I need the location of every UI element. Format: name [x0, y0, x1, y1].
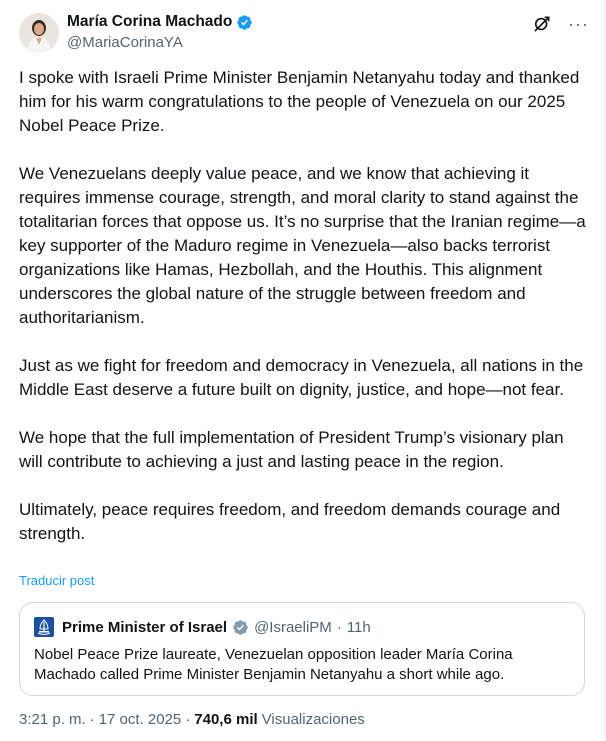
display-name-row — [67, 12, 253, 32]
israel-emblem-icon — [34, 617, 54, 637]
separator-dot: · — [336, 618, 342, 636]
tweet-paragraph: Just as we fight for freedom and democracy in Venezuela, all nations in the Middle East deserve a future built on dignity, justice, and hope—not fear. — [19, 356, 584, 399]
views-count[interactable]: 740,6 mil — [194, 711, 258, 728]
separator-dot: · — [89, 711, 95, 728]
grok-icon[interactable] — [532, 14, 552, 34]
tweet-text — [19, 66, 589, 546]
government-badge-icon — [232, 619, 249, 636]
profile-photo-icon — [19, 13, 59, 53]
quoted-tweet-header — [34, 617, 371, 637]
quoted-timestamp[interactable]: 11h — [346, 618, 371, 636]
tweet-metadata — [19, 711, 365, 728]
quoted-author-name[interactable]: Prime Minister of Israel — [62, 618, 228, 636]
tweet-paragraph: We hope that the full implementation of President Trump’s visionary plan will contribute to achieving a just and lasting peace in the region. — [19, 428, 564, 471]
author-handle[interactable]: @MariaCorinaYA — [67, 34, 183, 51]
more-options-icon[interactable]: ··· — [568, 14, 589, 34]
separator-dot: · — [185, 711, 191, 728]
quoted-author-handle[interactable]: @IsraeliPM — [254, 618, 332, 636]
author-names — [67, 12, 253, 51]
author-display-name[interactable]: María Corina Machado — [67, 13, 233, 30]
header-actions — [532, 14, 589, 34]
post-date[interactable]: 17 oct. 2025 — [98, 711, 182, 728]
quoted-tweet-text: Nobel Peace Prize laureate, Venezuelan opposition leader María Corina Machado called Prime Minister Benjamin Netanyahu a short while ago. — [34, 646, 513, 683]
tweet-paragraph: We Venezuelans deeply value peace, and we know that achieving it requires immense courage, strength, and moral clarity to stand against the totalitarian forces that oppose us. It’s no surprise that the Iranian regime—a key supporter of the Maduro regime in Venezuela—also backs terrorist organizations like Hamas, Hezbollah, and the Houthis. This alignment underscores the global nature of the struggle between freedom and authoritarianism. — [19, 164, 586, 327]
quoted-tweet[interactable] — [19, 602, 585, 696]
views-label: Visualizaciones — [261, 711, 365, 728]
verified-badge-icon — [236, 14, 253, 31]
translate-post-link[interactable]: Traducir post — [19, 573, 95, 588]
author-avatar[interactable] — [19, 13, 59, 53]
tweet-paragraph: Ultimately, peace requires freedom, and freedom demands courage and strength. — [19, 500, 561, 543]
tweet-paragraph: I spoke with Israeli Prime Minister Benjamin Netanyahu today and thanked him for his warm congratulations to the people of Venezuela on our 2025 Nobel Peace Prize. — [19, 68, 580, 135]
post-time[interactable]: 3:21 p. m. — [19, 711, 86, 728]
tweet-header — [19, 12, 589, 54]
